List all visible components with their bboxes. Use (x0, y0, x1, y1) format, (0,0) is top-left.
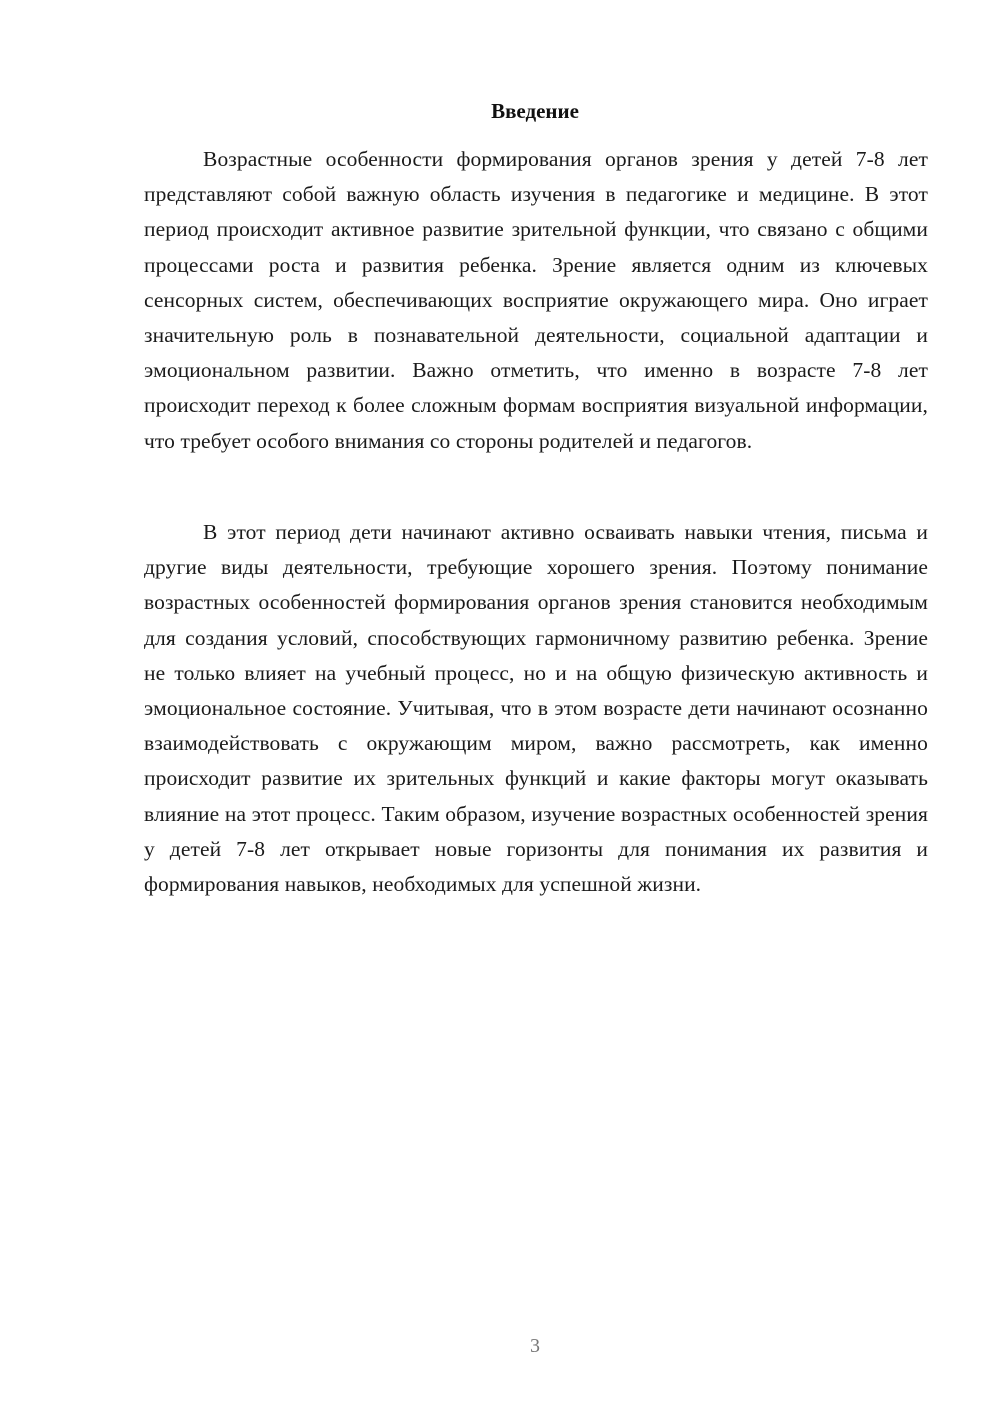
paragraph-1: Возрастные особенности формирования органов зрения у детей 7-8 лет представляют собой важную область изучения в педагогике и медицине. В этот период происходит активное развитие зрительной функции, что связано с общими процессами роста и развития ребенка. Зрение является одним из ключевых сенсорных систем, обеспечивающих восприятие окружающего мира. Оно играет значительную роль в познавательной деятельности, социальной адаптации и эмоциональном развитии. Важно отметить, что именно в возрасте 7-8 лет происходит переход к более сложным формам восприятия визуальной информации, что требует особого внимания со стороны родителей и педагогов. (144, 147, 928, 453)
page-number: 3 (530, 1335, 540, 1357)
section-title: Введение (491, 99, 579, 123)
paragraph-2: В этот период дети начинают активно осваивать навыки чтения, письма и другие виды деятельности, требующие хорошего зрения. Поэтому понимание возрастных особенностей формирования органов зрения становится необходимым для создания условий, способствующих гармоничному развитию ребенка. Зрение не только влияет на учебный процесс, но и на общую физическую активность и эмоциональное состояние. Учитывая, что в этом возрасте дети начинают осознанно взаимодействовать с окружающим миром, важно рассмотреть, как именно происходит развитие их зрительных функций и какие факторы могут оказывать влияние на этот процесс. Таким образом, изучение возрастных особенностей зрения у детей 7-8 лет открывает новые горизонты для понимания их развития и формирования навыков, необходимых для успешной жизни. (144, 520, 928, 897)
